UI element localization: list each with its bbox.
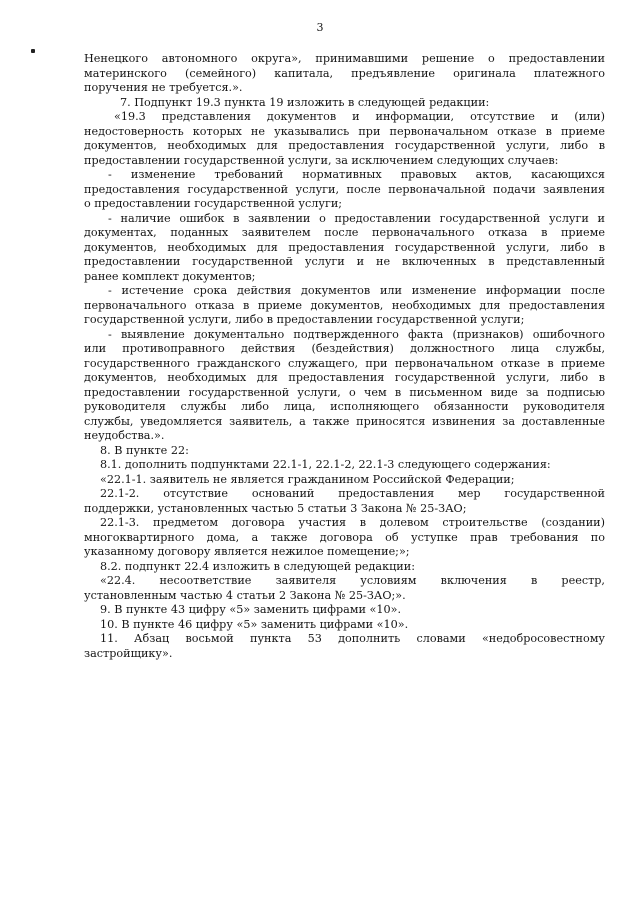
text-line: или противоправного действия (бездействия) должностного лица службы, <box>84 342 605 355</box>
text-line: - истечение срока действия документов или изменение информации после <box>108 284 605 297</box>
text-line: о предоставлении государственной услуги; <box>84 197 343 210</box>
text-line: многоквартирного дома, а также договора об уступке прав требования по <box>84 530 605 544</box>
text-line: руководителя службы либо лица, исполняющего обязанности руководителя <box>84 400 605 413</box>
text-line: неудобства.». <box>84 429 165 442</box>
text-line: «19.3 представления документов и информации, отсутствие и (или) <box>114 110 605 123</box>
text-line: 22.1-2. отсутствие оснований предоставления мер государственной <box>100 487 605 500</box>
text-line: государственной услуги, либо в предоставлении государственной услуги; <box>84 313 525 326</box>
text-line: поручения не требуется.». <box>84 81 243 94</box>
text-line: документов, необходимых для предоставления государственной услуги, либо в <box>84 371 605 384</box>
margin-dot-mark <box>31 49 35 53</box>
text-line: 8. В пункте 22: <box>100 443 189 457</box>
text-line: 22.1-3. предметом договора участия в долевом строительстве (создании) <box>100 516 605 529</box>
text-line: 7. Подпункт 19.3 пункта 19 изложить в следующей редакции: <box>120 95 490 109</box>
text-line: 10. В пункте 46 цифру «5» заменить цифрами «10». <box>100 617 409 631</box>
text-line: 8.1. дополнить подпунктами 22.1-1, 22.1-2, 22.1-3 следующего содержания: <box>100 458 551 471</box>
text-line: предоставления государственной услуги, после первоначальной подачи заявления <box>84 182 605 196</box>
text-line: предоставлении государственной услуги, за исключением следующих случаев: <box>84 153 559 167</box>
text-line: - наличие ошибок в заявлении о предоставлении государственной услуги и <box>108 211 605 225</box>
page-number: 3 <box>316 21 324 34</box>
text-line: недостоверность которых не указывались при первоначальном отказе в приеме <box>84 124 605 138</box>
text-line: «22.4. несоответствие заявителя условиям включения в реестр, <box>100 574 605 587</box>
text-line: предоставлении государственной услуги и не включенных в представленный <box>84 255 605 268</box>
text-line: документов, необходимых для предоставления государственной услуги, либо в <box>84 139 605 152</box>
text-line: 11. Абзац восьмой пункта 53 дополнить словами «недобросовестному <box>100 632 605 645</box>
text-line: предоставлении государственной услуги, о чем в письменном виде за подписью <box>84 385 605 399</box>
text-line: указанному договору является нежилое помещение;»; <box>84 545 410 558</box>
text-line: первоначального отказа в приеме документов, необходимых для предоставления <box>84 298 605 312</box>
text-line: службы, уведомляется заявитель, а также приносятся извинения за доставленные <box>84 414 605 428</box>
text-line: - выявление документально подтвержденного факта (признаков) ошибочного <box>108 327 605 341</box>
text-line: государственного гражданского служащего, при первоначальном отказе в приеме <box>84 356 605 370</box>
text-line: документов, необходимых для предоставления государственной услуги, либо в <box>84 240 605 254</box>
text-line: застройщику». <box>84 646 173 660</box>
text-line: - изменение требований нормативных правовых актов, касающихся <box>108 168 605 181</box>
text-line: Ненецкого автономного округа», принимавшими решение о предоставлении <box>84 52 605 65</box>
text-line: 8.2. подпункт 22.4 изложить в следующей редакции: <box>100 559 415 573</box>
text-line: «22.1-1. заявитель не является гражданином Российской Федерации; <box>100 472 515 486</box>
text-line: установленным частью 4 статьи 2 Закона № 25-ЗАО;». <box>84 588 406 602</box>
text-line: материнского (семейного) капитала, предъявление оригинала платежного <box>84 66 605 80</box>
text-line: документах, поданных заявителем после первоначального отказа в приеме <box>84 226 605 239</box>
text-line: ранее комплект документов; <box>84 269 256 283</box>
document-body <box>84 52 605 661</box>
text-line: 9. В пункте 43 цифру «5» заменить цифрами «10». <box>100 603 402 616</box>
text-line: поддержки, установленных частью 5 статьи 3 Закона № 25-ЗАО; <box>84 501 467 515</box>
